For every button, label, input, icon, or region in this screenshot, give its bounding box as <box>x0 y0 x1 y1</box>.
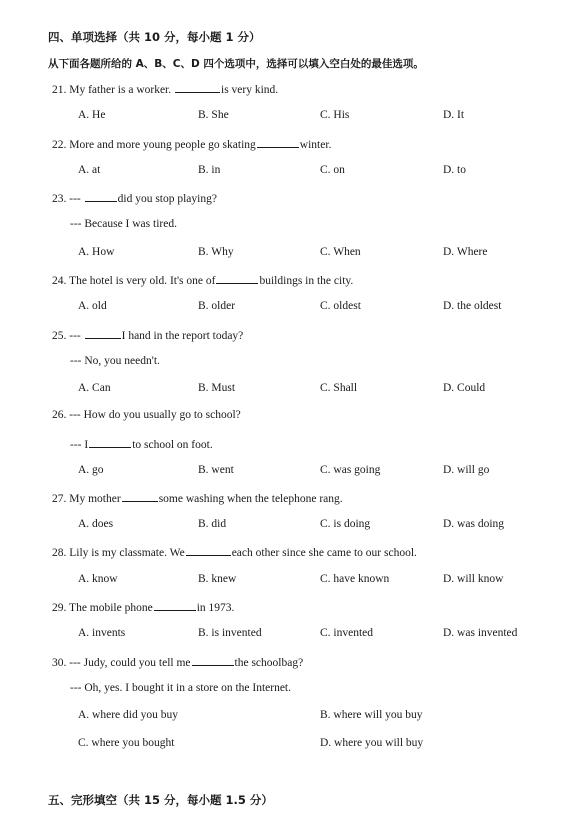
q21-option-b: B. She <box>198 109 229 121</box>
question-24-text-after: buildings in the city. <box>259 275 354 287</box>
question-21-text: 21. My father is a worker. <box>52 84 172 96</box>
q23-option-b: B. Why <box>198 246 234 258</box>
q30-option-a: A. where did you buy <box>78 709 178 721</box>
question-29-text: 29. The mobile phone <box>52 602 153 614</box>
question-28-text: 28. Lily is my classmate. We <box>52 547 185 559</box>
q27-option-c: C. is doing <box>320 518 371 530</box>
question-23-stem <box>52 191 217 205</box>
q22-option-d: D. to <box>443 164 466 176</box>
q21-option-c: C. His <box>320 109 350 121</box>
q23-option-d: D. Where <box>443 246 488 258</box>
answer-blank <box>192 655 234 666</box>
question-22-text-after: winter. <box>299 139 332 151</box>
question-22-stem <box>52 137 331 151</box>
q25-option-c: C. Shall <box>320 382 358 394</box>
answer-blank <box>154 600 196 611</box>
question-25-text-after: I hand in the report today? <box>121 330 244 342</box>
q29-option-c: C. invented <box>320 627 374 639</box>
answer-blank <box>216 273 258 284</box>
question-30-text: 30. --- Judy, could you tell me <box>52 657 191 669</box>
question-24-text: 24. The hotel is very old. It's one of <box>52 275 216 287</box>
question-28-text-after: each other since she came to our school. <box>231 547 417 559</box>
answer-blank <box>89 437 131 448</box>
question-29-text-after: in 1973. <box>196 602 235 614</box>
q22-option-a: A. at <box>78 164 101 176</box>
question-26-stem: 26. --- How do you usually go to school? <box>52 409 241 421</box>
q26-option-d: D. will go <box>443 464 490 476</box>
q30-option-c: C. where you bought <box>78 737 175 749</box>
q25-option-d: D. Could <box>443 382 486 394</box>
answer-blank <box>85 191 117 202</box>
q28-option-a: A. know <box>78 573 118 585</box>
q30-option-b: B. where will you buy <box>320 709 423 721</box>
q28-option-c: C. have known <box>320 573 390 585</box>
section-5-heading: 五、完形填空（共 15 分，每小题 1.5 分） <box>48 793 273 807</box>
answer-blank <box>175 82 220 93</box>
q26-option-c: C. was going <box>320 464 381 476</box>
q22-option-c: C. on <box>320 164 345 176</box>
q24-option-b: B. older <box>198 300 236 312</box>
question-22-text: 22. More and more young people go skating <box>52 139 256 151</box>
q23-option-c: C. When <box>320 246 361 258</box>
q29-option-d: D. was invented <box>443 627 518 639</box>
question-30-text-after: the schoolbag? <box>234 657 304 669</box>
q26-option-a: A. go <box>78 464 104 476</box>
question-27-text-after: some washing when the telephone rang. <box>158 493 343 505</box>
q25-option-b: B. Must <box>198 382 236 394</box>
q29-option-b: B. is invented <box>198 627 262 639</box>
q21-option-a: A. He <box>78 109 106 121</box>
question-26-reply-text-after: to school on foot. <box>132 439 213 451</box>
answer-blank <box>122 491 158 502</box>
question-25-text: 25. --- <box>52 330 81 342</box>
answer-blank <box>257 137 299 148</box>
section-4-heading: 四、单项选择（共 10 分，每小题 1 分） <box>48 30 261 44</box>
question-24-stem <box>52 273 353 287</box>
question-27-stem <box>52 491 343 505</box>
answer-blank <box>186 545 231 556</box>
q28-option-d: D. will know <box>443 573 504 585</box>
q28-option-b: B. knew <box>198 573 237 585</box>
q24-option-c: C. oldest <box>320 300 361 312</box>
q24-option-d: D. the oldest <box>443 300 502 312</box>
question-25-stem <box>52 328 243 342</box>
answer-blank <box>85 328 121 339</box>
question-29-stem <box>52 600 234 614</box>
question-21-text-after: is very kind. <box>221 84 279 96</box>
q22-option-b: B. in <box>198 164 221 176</box>
q26-option-b: B. went <box>198 464 234 476</box>
question-26-reply-text: --- I <box>70 439 89 451</box>
question-21-stem <box>52 82 278 96</box>
question-30-reply: --- Oh, yes. I bought it in a store on the Internet. <box>70 682 291 694</box>
question-25-reply: --- No, you needn't. <box>70 355 160 367</box>
question-26-reply <box>70 437 213 451</box>
q30-option-d: D. where you will buy <box>320 737 424 749</box>
q21-option-d: D. It <box>443 109 465 121</box>
question-30-stem <box>52 655 303 669</box>
q24-option-a: A. old <box>78 300 107 312</box>
question-27-text: 27. My mother <box>52 493 121 505</box>
section-4-instruction: 从下面各题所给的 A、B、C、D 四个选项中，选择可以填入空白处的最佳选项。 <box>48 58 424 70</box>
q25-option-a: A. Can <box>78 382 111 394</box>
question-23-reply: --- Because I was tired. <box>70 218 177 230</box>
q23-option-a: A. How <box>78 246 115 258</box>
q27-option-a: A. does <box>78 518 114 530</box>
question-23-text-after: did you stop playing? <box>117 193 217 205</box>
q29-option-a: A. invents <box>78 627 126 639</box>
question-28-stem <box>52 545 417 559</box>
question-23-text: 23. --- <box>52 193 81 205</box>
q27-option-d: D. was doing <box>443 518 505 530</box>
q27-option-b: B. did <box>198 518 227 530</box>
